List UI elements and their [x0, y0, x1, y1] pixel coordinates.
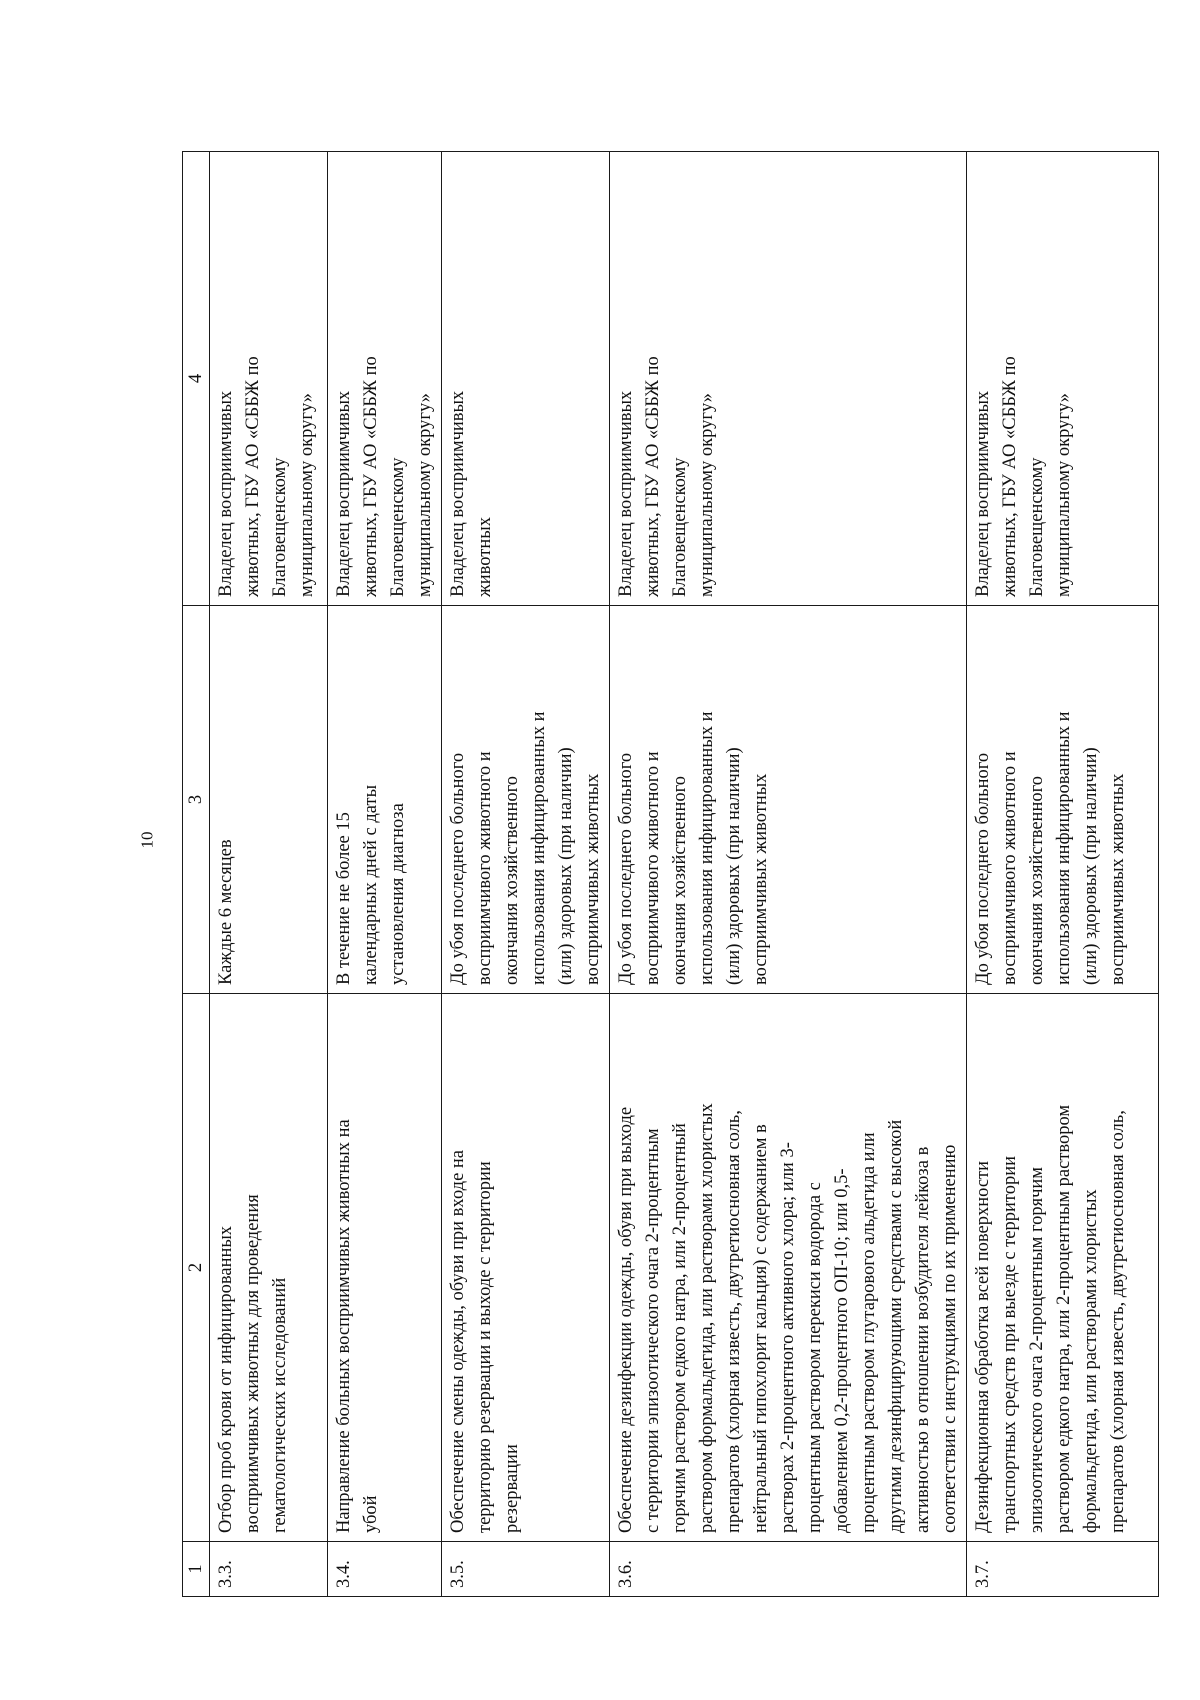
table-row	[328, 152, 442, 1597]
table-row	[210, 152, 328, 1597]
column-header-3: 3	[183, 606, 210, 994]
column-header-2: 2	[183, 994, 210, 1542]
measure-cell: Обеспечение смены одежды, обуви при входе на территорию резервации и выходе с территории резервации	[442, 994, 610, 1542]
measure-cell: Обеспечение дезинфекции одежды, обуви при выходе с территории эпизоотического очага 2-процентным горячим раствором едкого натра, или 2-процентный раствором формальдегида, или растворами хлористых препаратов (хлорная известь, двутретиосновная соль, нейтральный гипохлорит кальция) с содержанием в растворах 2-процентного активного хлора; или 3- процентным раствором перекиси водорода с добавлением 0,2-процентного ОП-10; или 0,5- процентным раствором глутарового альдегида или другими дезинфицирующими средствами с высокой активностью в отношении возбудителя лейкоза в соответствии с инструкциями по их применению	[610, 994, 967, 1542]
table-row	[967, 152, 1159, 1597]
term-cell: До убоя последнего больного восприимчивого животного и окончания хозяйственного использования инфицированных и (или) здоровых (при наличии) восприимчивых животных	[442, 606, 610, 994]
responsible-cell: Владелец восприимчивых животных, ГБУ АО «СББЖ по Благовещенскому муниципальному округу»	[328, 152, 442, 606]
row-number: 3.6.	[610, 1542, 967, 1597]
table-header-row	[183, 152, 210, 1597]
table-row	[442, 152, 610, 1597]
row-number: 3.4.	[328, 1542, 442, 1597]
term-cell: До убоя последнего больного восприимчивого животного и окончания хозяйственного использования инфицированных и (или) здоровых (при наличии) восприимчивых животных	[967, 606, 1159, 994]
responsible-cell: Владелец восприимчивых животных, ГБУ АО «СББЖ по Благовещенскому муниципальному округу»	[610, 152, 967, 606]
measures-table	[182, 151, 1159, 1597]
term-cell: В течение не более 15 календарных дней с даты установления диагноза	[328, 606, 442, 994]
responsible-cell: Владелец восприимчивых животных, ГБУ АО «СББЖ по Благовещенскому муниципальному округу»	[967, 152, 1159, 606]
term-cell: Каждые 6 месяцев	[210, 606, 328, 994]
column-header-4: 4	[183, 152, 210, 606]
table-row	[610, 152, 967, 1597]
column-header-1: 1	[183, 1542, 210, 1597]
term-cell: До убоя последнего больного восприимчивого животного и окончания хозяйственного использования инфицированных и (или) здоровых (при наличии) восприимчивых животных	[610, 606, 967, 994]
responsible-cell: Владелец восприимчивых животных	[442, 152, 610, 606]
measure-cell: Отбор проб крови от инфицированных восприимчивых животных для проведения гематологических исследований	[210, 994, 328, 1542]
row-number: 3.7.	[967, 1542, 1159, 1597]
measure-cell: Направление больных восприимчивых животных на убой	[328, 994, 442, 1542]
responsible-cell: Владелец восприимчивых животных, ГБУ АО «СББЖ по Благовещенскому муниципальному округу»	[210, 152, 328, 606]
measure-cell: Дезинфекционная обработка всей поверхности транспортных средств при выезде с территории эпизоотического очага 2-процентным горячим раствором едкого натра, или 2-процентным раствором формальдегида, или растворами хлористых препаратов (хлорная известь, двутретиосновная соль,	[967, 994, 1159, 1542]
row-number: 3.3.	[210, 1542, 328, 1597]
rotated-table-container	[182, 152, 1128, 1597]
page-number: 10	[137, 831, 157, 849]
row-number: 3.5.	[442, 1542, 610, 1597]
